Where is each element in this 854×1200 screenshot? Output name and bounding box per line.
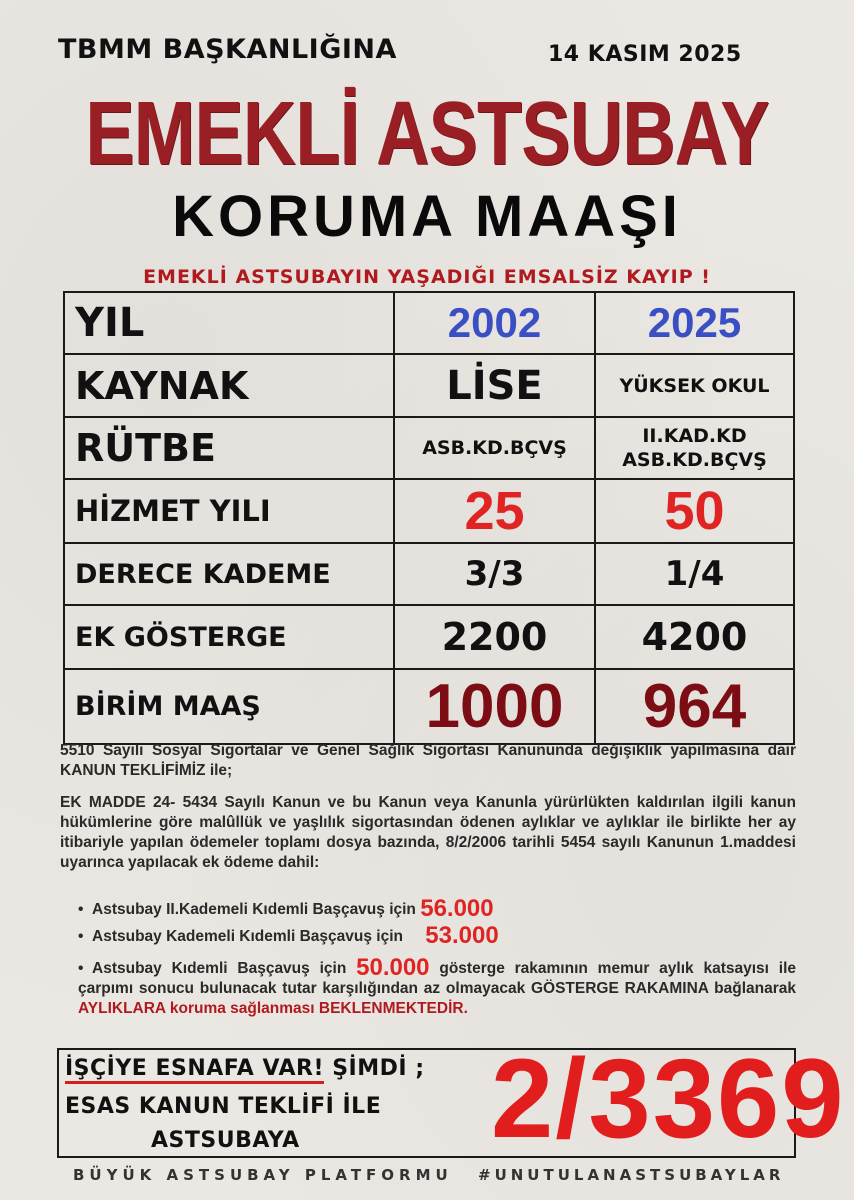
unit-salary-2025: 964 (595, 669, 794, 744)
row-label: BİRİM MAAŞ (64, 669, 394, 744)
table-row (64, 292, 794, 354)
subtitle-banner: EMEKLİ ASTSUBAYIN YAŞADIĞI EMSALSİZ KAYIP ! (143, 266, 711, 288)
rank-2025 (595, 417, 794, 479)
table-row (64, 669, 794, 744)
table-row (64, 354, 794, 417)
table-row (64, 417, 794, 479)
bullet-icon: • (78, 928, 84, 945)
law-article-paragraph: EK MADDE 24- 5434 Sayılı Kanun ve bu Kanun veya Kanunla yürürlükten kaldırılan ilgili kanun hükümlerine göre malûllük ve yaşlılık sigortasından ödenen aylıklar ve aylıklar ile birlikte her ay itibariyle yapılan ödemeler toplamı dosya bazında, 8/2/2006 tarihli 5454 sayılı Kanunun 1.maddesi uyarınca yapılacak ek ödeme dahil: (60, 794, 796, 871)
rank-2025-line2: ASB.KD.BÇVŞ (622, 449, 767, 471)
row-label: KAYNAK (64, 354, 394, 417)
source-2025: YÜKSEK OKUL (595, 354, 794, 417)
bullet-text: Astsubay Kademeli Kıdemli Başçavuş için (92, 928, 403, 945)
bullet-icon: • (78, 901, 84, 918)
cta-underlined-text: İŞÇİYE ESNAFA VAR! (65, 1056, 324, 1084)
footer-hashtag: #UNUTULANASTSUBAYLAR (478, 1166, 785, 1184)
date: 14 KASIM 2025 (548, 42, 742, 67)
service-years-2002: 25 (394, 479, 595, 543)
call-to-action-box (57, 1036, 846, 1161)
bullet-value: 50.000 (356, 954, 430, 981)
row-label: EK GÖSTERGE (64, 605, 394, 669)
row-label: YIL (64, 292, 394, 354)
degree-step-2002: 3/3 (394, 543, 595, 605)
bullet-value: 53.000 (425, 922, 499, 949)
row-label: RÜTBE (64, 417, 394, 479)
cta-line-2: ESAS KANUN TEKLİFİ İLE (65, 1094, 382, 1119)
rank-2025-line1: II.KAD.KD (642, 425, 747, 447)
year-2002: 2002 (394, 292, 595, 354)
bullet-text: Astsubay II.Kademeli Kıdemli Başçavuş için (92, 901, 416, 918)
list-item (78, 922, 499, 950)
year-2025: 2025 (595, 292, 794, 354)
source-2002: LİSE (394, 354, 595, 417)
rank-2002: ASB.KD.BÇVŞ (394, 417, 595, 479)
addressee: TBMM BAŞKANLIĞINA (58, 34, 397, 65)
cta-line-1-rest: ŞİMDİ ; (332, 1056, 425, 1081)
row-label: DERECE KADEME (64, 543, 394, 605)
main-title: EMEKLİ ASTSUBAY (85, 84, 769, 184)
bill-number: 2/3369 (491, 1036, 846, 1161)
bullet-text: gösterge rakamının memur aylık katsayısı ile çarpımı sonucu bulunacak tutar karşılığından az olmayacak GÖSTERGE RAKAMINA bağlanarak (78, 960, 797, 997)
bullet-icon: • (78, 960, 84, 977)
table-row (64, 605, 794, 669)
list-item (78, 954, 797, 1019)
cta-line-1 (65, 1056, 425, 1081)
extra-indicator-2025: 4200 (595, 605, 794, 669)
sub-title: KORUMA MAAŞI (172, 184, 682, 249)
row-label: HİZMET YILI (64, 479, 394, 543)
law-intro-paragraph: 5510 Sayılı Sosyal Sigortalar ve Genel Sağlık Sigortası Kanununda değişiklik yapılmasına dair KANUN TEKLİFİMİZ ile; (60, 742, 796, 779)
bullet-highlight: AYLIKLARA koruma sağlanması BEKLENMEKTEDİR. (78, 1000, 468, 1017)
list-item (78, 895, 494, 923)
table-row (64, 543, 794, 605)
bullet-text: Astsubay Kıdemli Başçavuş için (92, 960, 347, 977)
service-years-2025: 50 (595, 479, 794, 543)
bullet-value: 56.000 (420, 895, 494, 922)
unit-salary-2002: 1000 (394, 669, 595, 744)
table-row (64, 479, 794, 543)
extra-indicator-2002: 2200 (394, 605, 595, 669)
degree-step-2025: 1/4 (595, 543, 794, 605)
cta-line-3: ASTSUBAYA (151, 1128, 300, 1153)
footer-platform-name: BÜYÜK ASTSUBAY PLATFORMU (73, 1166, 453, 1184)
comparison-table (63, 291, 795, 745)
